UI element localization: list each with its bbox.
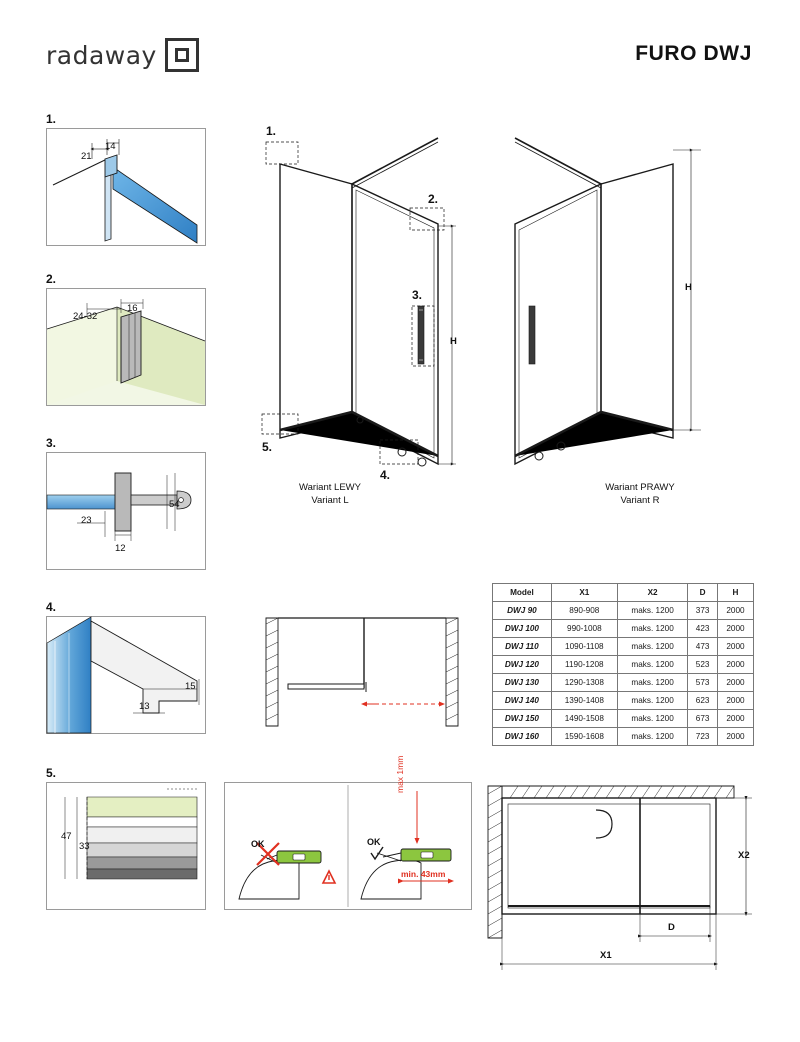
callout-2: 2.	[428, 192, 439, 206]
cell-model: DWJ 150	[493, 710, 552, 728]
detail-panel-2	[46, 288, 206, 406]
table-row	[493, 674, 754, 692]
th-x2: X2	[617, 584, 688, 602]
variant-right-caption-en: Variant R	[620, 494, 660, 506]
cell-x2: maks. 1200	[617, 674, 688, 692]
step-label-1: 1.	[46, 112, 57, 126]
detail-panel-1	[46, 128, 206, 246]
plan-x1-label: X1	[600, 950, 612, 961]
brand-wordmark: radaway	[46, 40, 157, 70]
variant-right-caption-pl: Wariant PRAWY	[605, 482, 675, 493]
step-label-3: 3.	[46, 436, 57, 450]
cell-h: 2000	[717, 674, 753, 692]
cell-model: DWJ 100	[493, 620, 552, 638]
level-bad-label: OK	[251, 839, 265, 849]
detail-panel-5	[46, 782, 206, 910]
detail2-dim-24-32: 24-32	[73, 311, 98, 322]
cell-h: 2000	[717, 602, 753, 620]
cell-model: DWJ 130	[493, 674, 552, 692]
cell-x2: maks. 1200	[617, 602, 688, 620]
th-x1: X1	[551, 584, 617, 602]
cell-model: DWJ 160	[493, 728, 552, 746]
cell-model: DWJ 90	[493, 602, 552, 620]
detail3-dim-54: 54	[169, 499, 180, 510]
callout-3: 3.	[412, 288, 423, 302]
cell-d: 523	[688, 656, 718, 674]
table-row	[493, 638, 754, 656]
variant-left-drawing	[252, 120, 472, 510]
plan-d-label: D	[668, 922, 675, 933]
plan-mid-drawing	[252, 604, 472, 734]
table-row	[493, 602, 754, 620]
page-title: FURO DWJ	[635, 42, 752, 65]
table-header-row	[493, 584, 754, 602]
detail1-dim-21: 21	[81, 151, 92, 162]
plan-x2-label: X2	[738, 850, 750, 861]
level-min-label: min. 43mm	[401, 869, 446, 879]
callout-1: 1.	[266, 124, 277, 138]
callout-4: 4.	[380, 468, 391, 482]
cell-x2: maks. 1200	[617, 728, 688, 746]
variant-right-caption	[560, 482, 720, 508]
cell-model: DWJ 140	[493, 692, 552, 710]
page-header	[0, 0, 800, 100]
cell-h: 2000	[717, 728, 753, 746]
cell-h: 2000	[717, 638, 753, 656]
detail4-dim-13: 13	[139, 701, 150, 712]
step-label-5: 5.	[46, 766, 57, 780]
detail5-dim-47: 47	[61, 831, 72, 842]
th-h: H	[717, 584, 753, 602]
th-model: Model	[493, 584, 552, 602]
table-row	[493, 620, 754, 638]
cell-x2: maks. 1200	[617, 710, 688, 728]
callout-5: 5.	[262, 440, 273, 454]
cell-d: 673	[688, 710, 718, 728]
variant-left-caption-en: Variant L	[311, 494, 349, 506]
variant-left-caption-pl: Wariant LEWY	[299, 482, 361, 493]
th-d: D	[688, 584, 718, 602]
cell-h: 2000	[717, 656, 753, 674]
cell-x1: 1190-1208	[551, 656, 617, 674]
cell-x1: 990-1008	[551, 620, 617, 638]
step-label-2: 2.	[46, 272, 57, 286]
cell-x1: 1490-1508	[551, 710, 617, 728]
cell-h: 2000	[717, 692, 753, 710]
cell-d: 423	[688, 620, 718, 638]
detail4-dim-15: 15	[185, 681, 196, 692]
detail5-dim-33: 33	[79, 841, 90, 852]
cell-x2: maks. 1200	[617, 638, 688, 656]
table-row	[493, 728, 754, 746]
cell-d: 473	[688, 638, 718, 656]
cell-x1: 890-908	[551, 602, 617, 620]
level-good-label: OK	[367, 837, 381, 847]
detail-panel-3	[46, 452, 206, 570]
cell-d: 573	[688, 674, 718, 692]
cell-x1: 1090-1108	[551, 638, 617, 656]
table-row	[493, 710, 754, 728]
brand-logo	[46, 38, 199, 72]
detail-panel-4	[46, 616, 206, 734]
variant-right-drawing	[495, 120, 725, 510]
square-logo-icon	[165, 38, 199, 72]
table-row	[493, 692, 754, 710]
level-max-label: max 1mm	[395, 755, 405, 793]
cell-x2: maks. 1200	[617, 692, 688, 710]
cell-model: DWJ 120	[493, 656, 552, 674]
plan-bottom-drawing	[480, 776, 770, 986]
detail3-dim-23: 23	[81, 515, 92, 526]
detail2-dim-16: 16	[127, 303, 138, 314]
spec-table	[492, 583, 754, 746]
variant-left-h-label: H	[450, 336, 457, 347]
cell-x2: maks. 1200	[617, 656, 688, 674]
cell-x2: maks. 1200	[617, 620, 688, 638]
cell-d: 623	[688, 692, 718, 710]
cell-h: 2000	[717, 620, 753, 638]
cell-d: 723	[688, 728, 718, 746]
variant-right-h-label: H	[685, 282, 692, 293]
table-row	[493, 656, 754, 674]
cell-x1: 1390-1408	[551, 692, 617, 710]
cell-x1: 1590-1608	[551, 728, 617, 746]
cell-model: DWJ 110	[493, 638, 552, 656]
step-label-4: 4.	[46, 600, 57, 614]
detail3-dim-12: 12	[115, 543, 126, 554]
cell-h: 2000	[717, 710, 753, 728]
leveling-panel	[224, 755, 472, 910]
variant-left-caption	[250, 482, 410, 508]
cell-d: 373	[688, 602, 718, 620]
detail1-dim-14: 14	[105, 141, 116, 152]
cell-x1: 1290-1308	[551, 674, 617, 692]
